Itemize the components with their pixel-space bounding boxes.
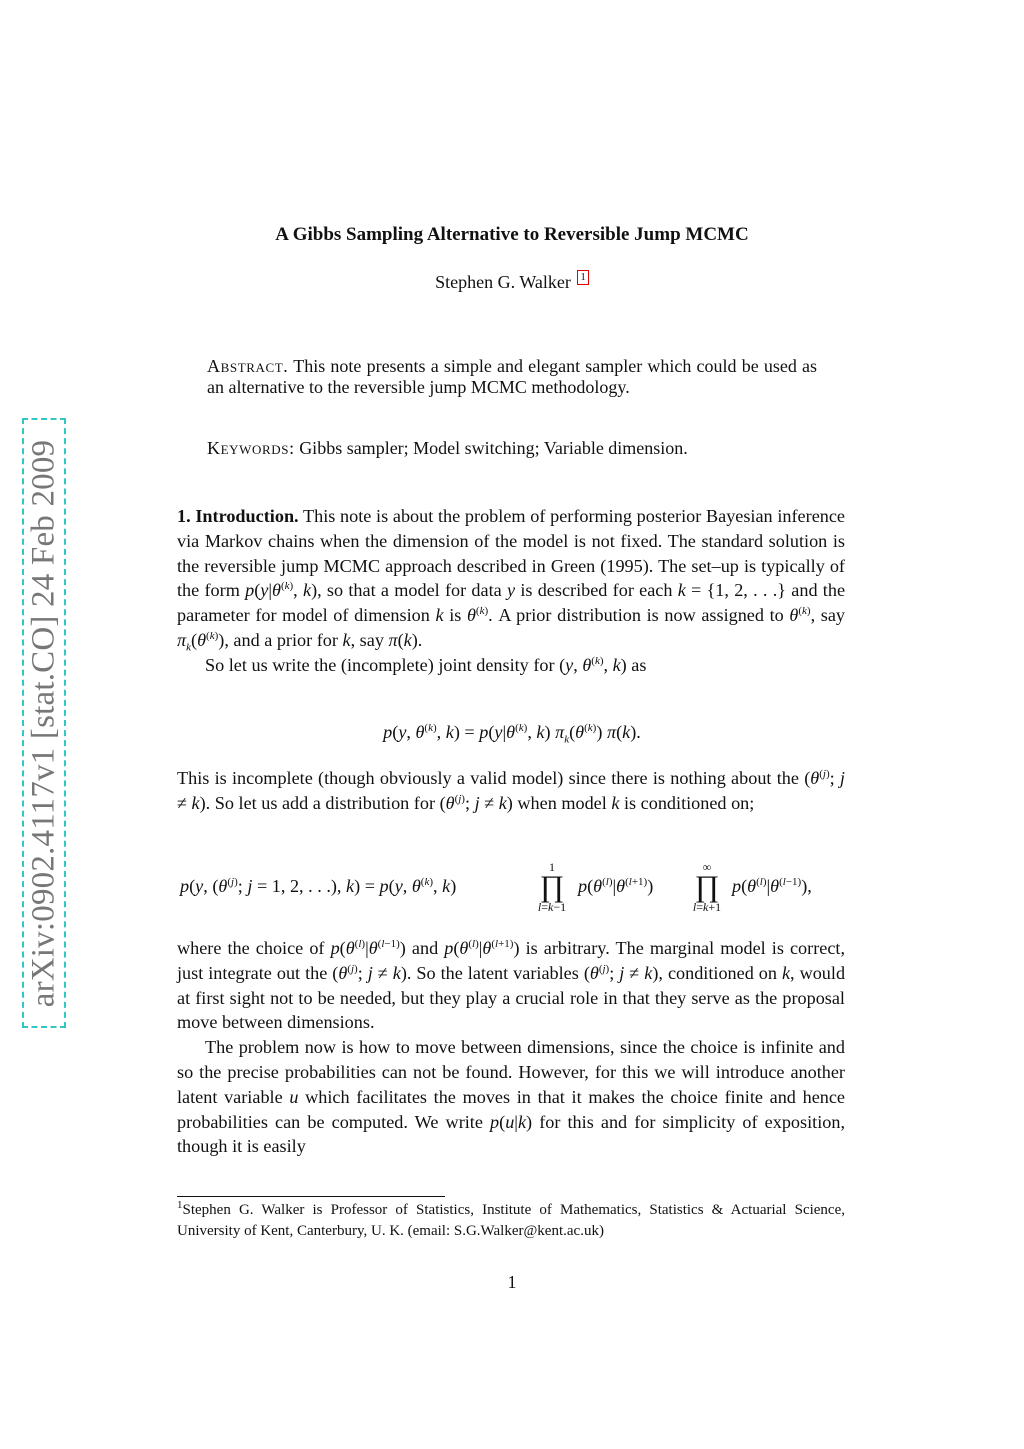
intro-section [177, 504, 845, 678]
paragraph-3: This is incomplete (though obviously a valid model) since there is nothing about the ($\theta^{(j)}$; j ≠ k). So let us add a distribution for ($\theta^{(j)}$; j ≠ k) when model k is conditioned on; [177, 767, 845, 813]
footnote-mark: 1 [177, 1199, 183, 1211]
paragraphs-4-5 [177, 936, 845, 1159]
footnote-link[interactable]: 1 [577, 270, 589, 285]
paragraph-4: where the choice of $p(\theta^{(l)}|\theta^{(l-1)})$ and $p(\theta^{(l)}|\theta^{(l+1)})$ is arbitrary. The marginal model is correct, just integrate out the ($\theta^{(j)}$; j ≠ k). So the latent variables ($\theta^{(j)}$; j ≠ k), conditioned on k, would at first sight not to be needed, but they play a crucial role in that they serve as the proposal move between dimensions. [177, 937, 846, 1033]
footnote-text: Stephen G. Walker is Professor of Statistics, Institute of Mathematics, Statistics & Actuarial Science, University of Kent, Canterbury, U. K. (email: S.G.Walker@kent.ac.uk) [177, 1202, 845, 1239]
product-operator-1: 1 ∏ l=k−1 [537, 860, 567, 914]
keywords-text: Gibbs sampler; Model switching; Variable dimension. [299, 438, 688, 458]
paragraph-5: The problem now is how to move between dimensions, since the choice is infinite and so the precise probabilities can not be found. However, for this we will introduce another latent variable u which facilitates the moves in that it makes the choice finite and hence probabilities can be computed. We write p(u|k) for this and for simplicity of exposition, though it is easily [177, 1037, 845, 1157]
paragraph-3-block [177, 766, 845, 816]
author-line [0, 270, 1024, 293]
arxiv-identifier: arXiv:0902.4117v1 [stat.CO] 24 Feb 2009 [25, 439, 62, 1007]
paragraph-1: 1. Introduction. This note is about the problem of performing posterior Bayesian inference via Markov chains when the dimension of the model is not fixed. The standard solution is the reversible jump MCMC approach described in Green (1995). The set–up is typically of the form $p(y|\theta^{(k)}$, k), so that a model for data y is described for each k = {1, 2, . . .} and the parameter for model of dimension k is $\theta^{(k)}$. A prior distribution is now assigned to $\theta^{(k)}$, say $\pi_k(\theta^{(k)})$, and a prior for k, say π(k). [177, 506, 846, 654]
footnote-rule [177, 1196, 445, 1197]
footnote [177, 1200, 845, 1242]
section-heading: 1. Introduction. [177, 506, 299, 526]
author-name: Stephen G. Walker [435, 272, 571, 292]
product-operator-2: ∞ ∏ l=k+1 [692, 860, 722, 914]
abstract [207, 356, 817, 397]
paper-title: A Gibbs Sampling Alternative to Reversible Jump MCMC [275, 224, 749, 245]
equation-joint-density: p(y, $\theta^{(k)}$, $k) = p(y|\theta^{(k)}$, k) $\pi_k(\theta^{(k)})$ π(k). [383, 721, 641, 746]
abstract-label: Abstract. [207, 356, 289, 376]
keywords-label: Keywords: [207, 438, 295, 458]
paragraph-2: So let us write the (incomplete) joint density for (y, $\theta^{(k)}$, k) as [205, 654, 647, 675]
page-number: 1 [507, 1272, 517, 1292]
keywords [207, 437, 817, 459]
abstract-text: This note presents a simple and elegant sampler which could be used as an alternative to the reversible jump MCMC methodology. [207, 356, 817, 397]
equation-full-density: p(y, ($\theta^{(j)}$; j = 1, 2, . . .), k) = p(y, $\theta^{(k)}$, k) 1 ∏ l=k−1 $p(\theta^{(l)}|\theta^{(l+1)})$ ∞ ∏ l=k+1 $p(\theta^{(l)}|\theta^{(l-1)})$, [180, 860, 812, 914]
